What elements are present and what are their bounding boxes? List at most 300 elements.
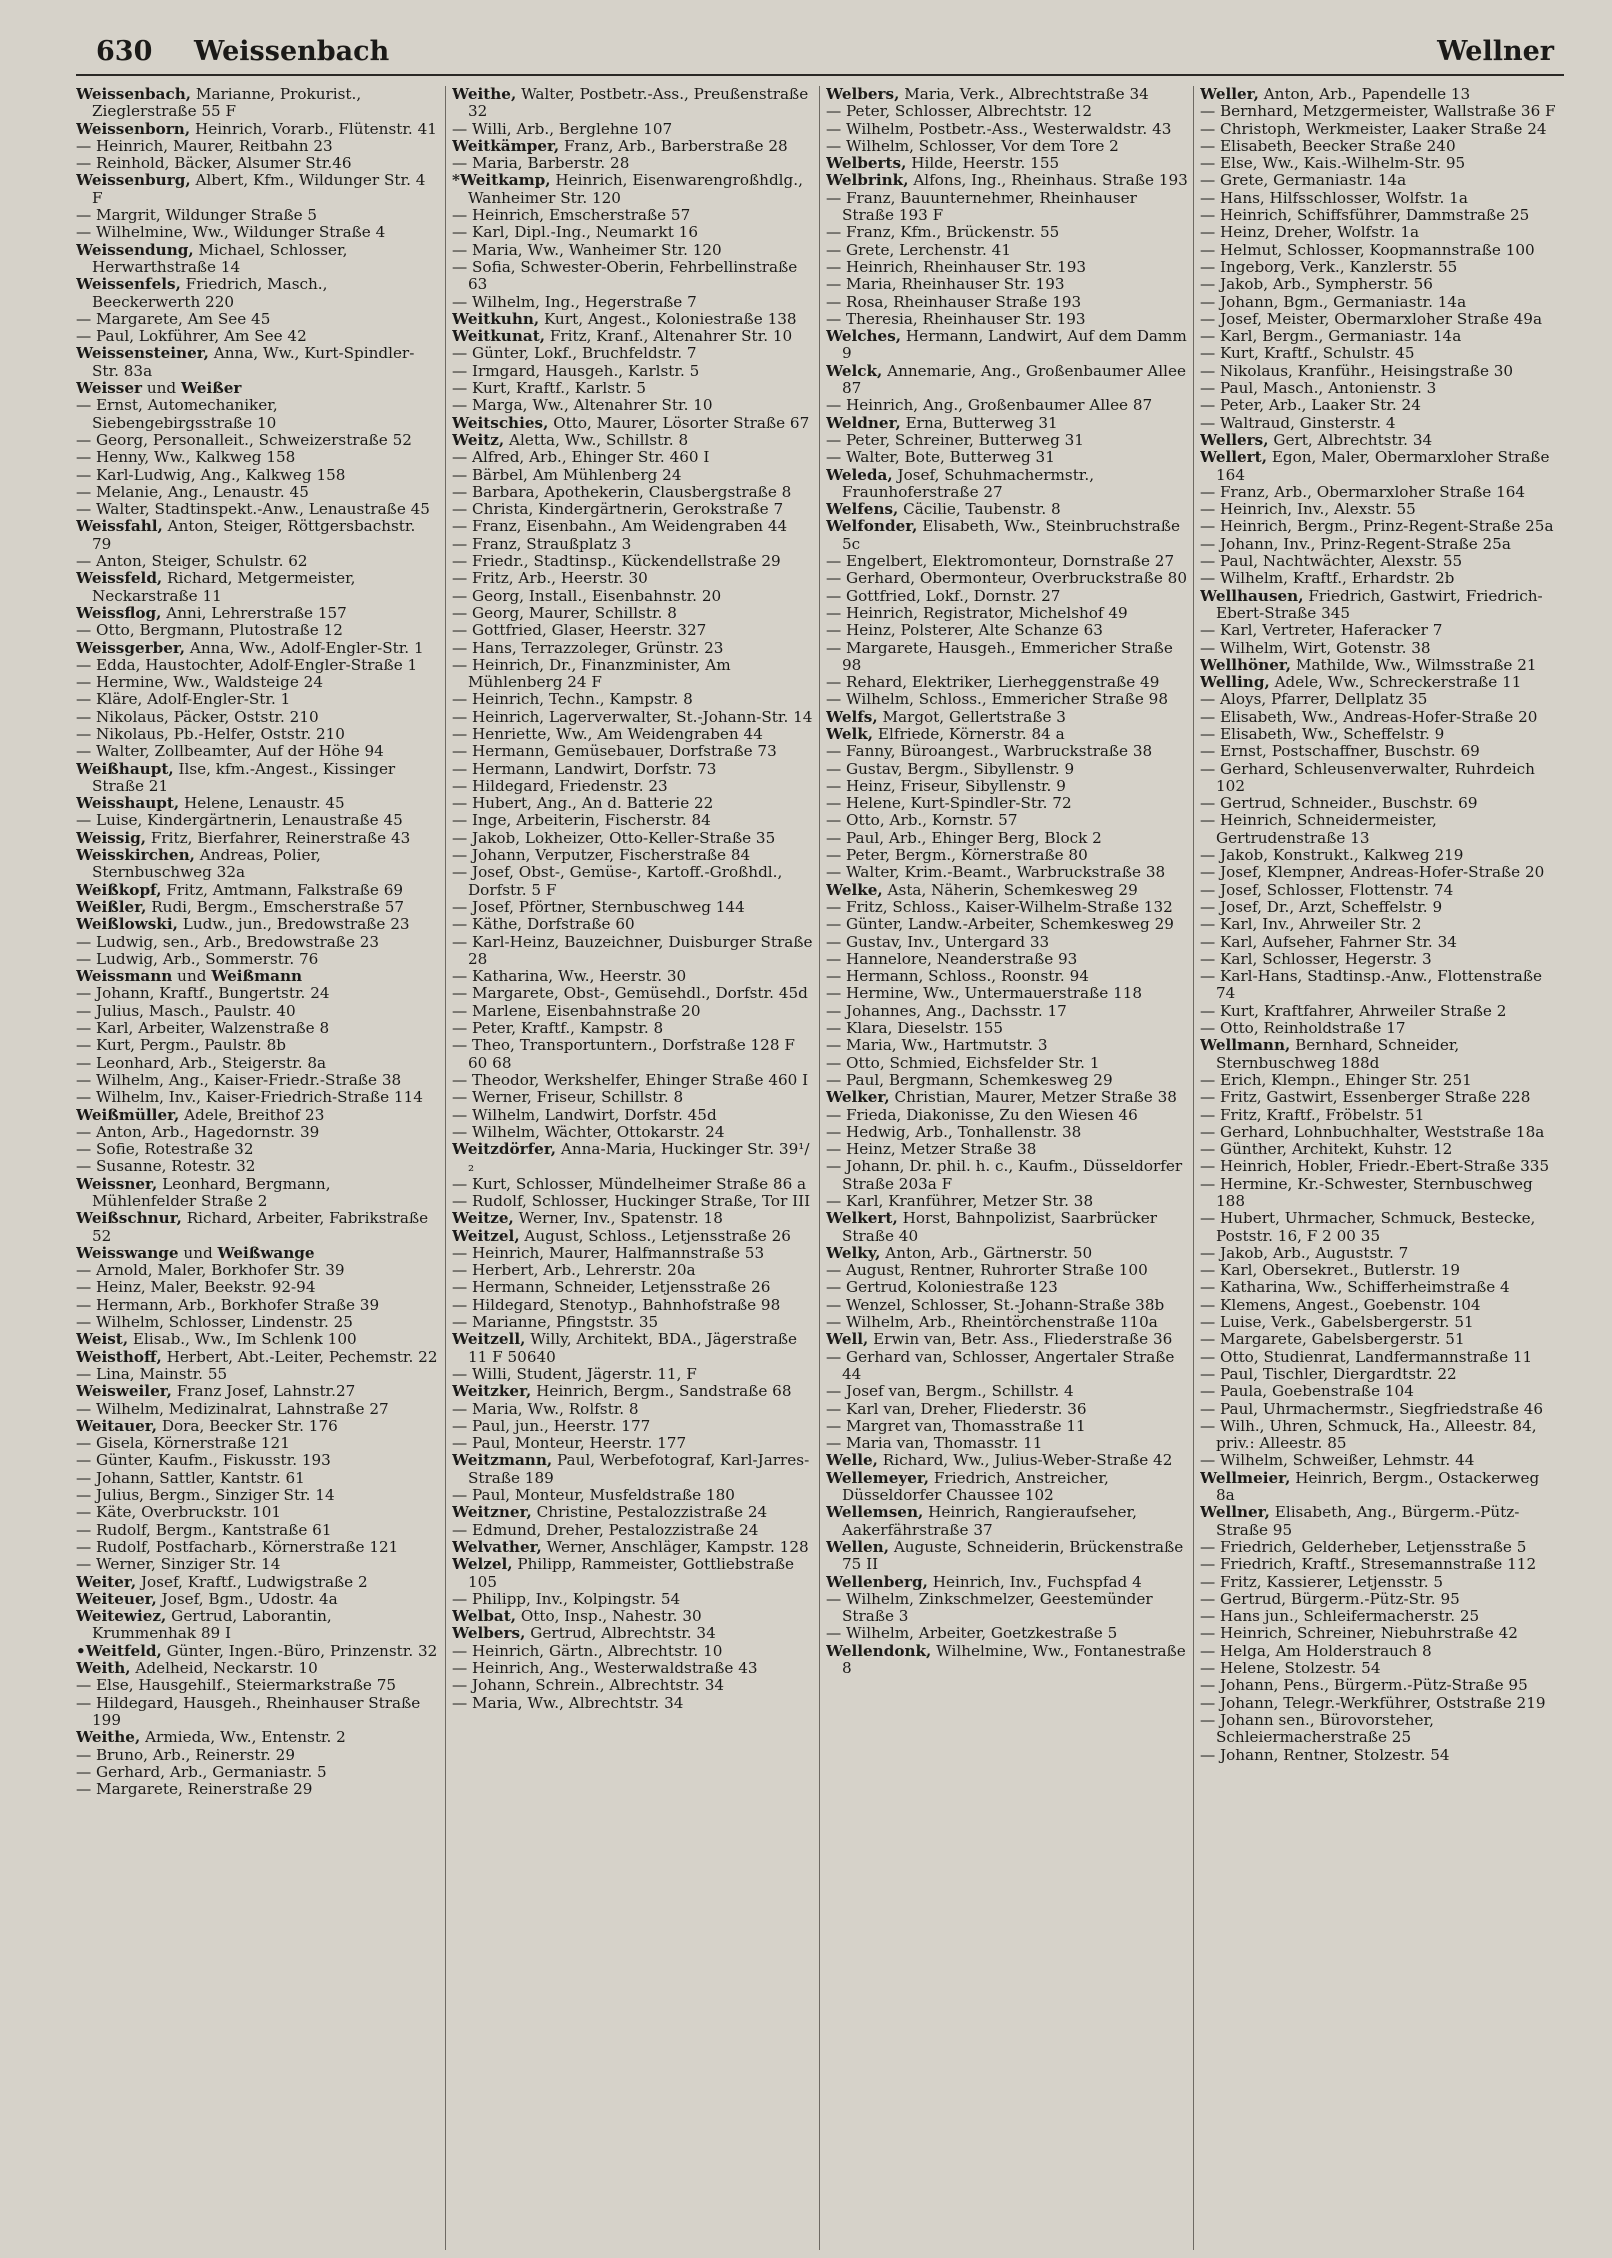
entry-text: Horst, Bahnpolizist, Saarbrücker Straße 40 [842,1209,1158,1245]
page-header [96,30,1566,74]
entry-text: — Paul, Monteur, Musfeldstraße 180 [452,1486,735,1505]
entry [452,1401,814,1418]
entry-text: — Paul, Arb., Ehinger Berg, Block 2 [826,828,1102,847]
entry [76,1401,438,1418]
entry-text: — Wilhelm, Ang., Kaiser-Friedr.-Straße 38 [76,1070,402,1089]
entry-head [452,1228,814,1245]
entry-head [826,467,1188,502]
entry-head [452,1504,814,1521]
entry-text: — Reinhold, Bäcker, Alsumer Str.46 [76,154,352,173]
entry [826,1193,1188,1210]
entry-text: — Franz, Straußplatz 3 [452,534,632,553]
entry-text: Anton, Steiger, Röttgersbachstr. 79 [92,517,416,553]
entry-head [76,1210,438,1245]
entry [76,1539,438,1556]
entry-text: — Hermann, Schneider, Letjensstraße 26 [452,1278,771,1297]
entry [826,1107,1188,1124]
surname: Welfs, [826,707,878,726]
entry [452,449,814,466]
entry [826,761,1188,778]
entry-text: — Gerhard van, Schlosser, Angertaler Straße 44 [826,1347,1175,1383]
entry [1200,363,1562,380]
column-2 [452,86,814,2250]
entry-text: Otto, Maurer, Lösorter Straße 67 [548,413,810,432]
surname: Weitzdörfer, [452,1140,557,1159]
entry [826,190,1188,225]
entry [452,242,814,259]
entry-text: — Heinrich, Maurer, Reitbahn 23 [76,136,333,155]
entry-head [76,570,438,605]
entry [1200,934,1562,951]
entry [76,1003,438,1020]
entry-text: — Klemens, Angest., Goebenstr. 104 [1200,1295,1481,1314]
entry [76,1262,438,1279]
entry-text: — Heinrich, Techn., Kampstr. 8 [452,690,693,709]
entry-text: — Rudolf, Schlosser, Huckinger Straße, Tor III [452,1192,811,1210]
entry-text: — Nikolaus, Pb.-Helfer, Oststr. 210 [76,724,345,743]
entry-head [1200,1470,1562,1505]
entry [76,467,438,484]
surname: Weitzner, [452,1503,532,1522]
entry [1200,1556,1562,1573]
surname: Welches, [826,327,902,346]
entry [452,224,814,241]
entry-text: — Jakob, Lokheizer, Otto-Keller-Straße 35 [452,828,776,847]
entry-head [452,1210,814,1227]
entry [1200,553,1562,570]
entry [1200,1383,1562,1400]
surname: Welker, [826,1088,890,1107]
entry [76,224,438,241]
entry [452,985,814,1002]
entry-text: — Heinrich, Inv., Alexstr. 55 [1200,500,1416,519]
entry-text: — Fritz, Arb., Heerstr. 30 [452,569,648,588]
entry-head [76,345,438,380]
entry [1200,1452,1562,1469]
entry [826,847,1188,864]
entry-text: — Johann, Telegr.-Werkführer, Oststraße 219 [1200,1693,1546,1712]
entry-text: Günter, Ingen.-Büro, Prinzenstr. 32 [161,1641,438,1660]
entry [826,1401,1188,1418]
surname: Weldner, [826,413,901,432]
entry-head [826,1331,1188,1348]
entry [1200,1712,1562,1747]
entry-text: — Wilhelm, Wächter, Ottokarstr. 24 [452,1122,725,1141]
entry-text: — Wilhelm, Zinkschmelzer, Geestemünder Straße 3 [826,1589,1153,1626]
entry-head [76,605,438,622]
entry-text: — Fritz, Gastwirt, Essenberger Straße 228 [1200,1088,1531,1107]
entry [76,1452,438,1469]
entry-text: — Gottfried, Glaser, Heerstr. 327 [452,621,707,640]
surname: Weisthoff, [76,1347,162,1366]
entry-head [826,363,1188,398]
entry-text: — Bruno, Arb., Reinerstr. 29 [76,1745,296,1764]
entry-text: — Paul, Bergmann, Schemkesweg 29 [826,1070,1113,1089]
entry-text: — Günter, Kaufm., Fiskusstr. 193 [76,1451,331,1470]
entry [452,640,814,657]
surname: Wellmann, [1200,1036,1291,1055]
entry-text: Dora, Beecker Str. 176 [157,1416,338,1435]
entry [1200,795,1562,812]
entry-text: — Johann, Dr. phil. h. c., Kaufm., Düsseldorfer Straße 203a F [826,1157,1183,1193]
entry-head [76,1176,438,1211]
entry-text: — Hubert, Uhrmacher, Schmuck, Bestecke, Poststr. 16, F 2 00 35 [1200,1209,1536,1245]
surname: Weitzmann, [452,1451,553,1470]
entry-text: — Otto, Bergmann, Plutostraße 12 [76,621,343,640]
entry-text: — Grete, Lerchenstr. 41 [826,240,1011,259]
entry [826,259,1188,276]
entry-head [826,172,1188,189]
entry-text: — Karl, Schlosser, Hegerstr. 3 [1200,949,1432,968]
entry [76,1366,438,1383]
entry-text: — Klara, Dieselstr. 155 [826,1019,1004,1038]
entry [826,1124,1188,1141]
surname: Weitzel, [452,1226,520,1245]
entry [76,553,438,570]
entry [1200,916,1562,933]
entry [1200,1262,1562,1279]
entry-text: — Heinrich, Rheinhauser Str. 193 [826,257,1087,276]
surname: Weith, [76,1659,131,1678]
entry [826,899,1188,916]
entry [826,916,1188,933]
entry-text: — Arnold, Maler, Borkhofer Str. 39 [76,1261,345,1280]
surname: Weithe, [76,1728,141,1747]
entry-text: Willy, Architekt, BDA., Jägerstraße 11 F 50640 [468,1330,798,1366]
surname: Welbat, [452,1607,517,1626]
entry-text: Fritz, Amtmann, Falkstraße 69 [161,880,404,899]
entry [1200,345,1562,362]
entry-head [452,1556,814,1591]
entry-text: — Karl, Bergm., Germaniastr. 14a [1200,327,1462,346]
entry-head [452,415,814,432]
entry-text: — Jakob, Konstrukt., Kalkweg 219 [1200,846,1464,865]
entry-text: — Heinrich, Emscherstraße 57 [452,206,691,225]
entry [826,553,1188,570]
entry [1200,1107,1562,1124]
entry-head [76,1729,438,1746]
entry-text: Marianne, Prokurist., Zieglerstraße 55 F [92,86,362,121]
entry [452,155,814,172]
entry [826,1020,1188,1037]
entry-head [826,726,1188,743]
entry-text: Andreas, Polier, Sternbuschweg 32a [92,846,321,882]
surname: Weissgerber, [76,638,186,657]
entry-text: Cäcilie, Taubenstr. 8 [898,500,1061,519]
entry-text: — Kurt, Pergm., Paulstr. 8b [76,1036,286,1055]
entry-head [452,1625,814,1642]
entry-head [1200,1504,1562,1539]
entry-text: — Gerhard, Schleusenverwalter, Ruhrdeich 102 [1200,759,1535,795]
entry [826,985,1188,1002]
entry-head [1200,588,1562,623]
entry-head [826,328,1188,363]
entry-head [452,328,814,345]
entry-text: — Josef, Klempner, Andreas-Hofer-Straße 20 [1200,863,1545,882]
entry [1200,1608,1562,1625]
surname: Weissenbach, [76,86,192,103]
entry [1200,155,1562,172]
entry-text: — Johann, Pens., Bürgerm.-Pütz-Straße 95 [1200,1676,1528,1695]
surname: Weisser [76,379,143,398]
entry [826,795,1188,812]
entry [826,397,1188,414]
entry-text: — Karl-Heinz, Bauzeichner, Duisburger Straße 28 [452,932,813,968]
entry [452,1176,814,1193]
entry [826,570,1188,587]
entry [76,1764,438,1781]
entry-head [826,1452,1188,1469]
surname: Weitkuhn, [452,309,540,328]
entry-text: Otto, Insp., Nahestr. 30 [516,1607,702,1626]
entry-text: — Paul, Uhrmachermstr., Siegfriedstraße 46 [1200,1399,1544,1418]
entry-text: — Peter, Schlosser, Albrechtstr. 12 [826,102,1093,121]
entry-head [826,1210,1188,1245]
entry [76,1435,438,1452]
entry-text: Friedrich, Gastwirt, Friedrich-Ebert-Straße 345 [1216,586,1543,622]
surname: Weissner, [76,1174,158,1193]
entry-text: — Aloys, Pfarrer, Dellplatz 35 [1200,690,1428,709]
entry [1200,501,1562,518]
entry-text: Michael, Schlosser, Herwarthstraße 14 [92,240,348,276]
entry-text: — Johann, Bgm., Germaniastr. 14a [1200,292,1467,311]
entry-text: — Gottfried, Lokf., Dornstr. 27 [826,586,1061,605]
surname: Weissfahl, [76,517,163,536]
entry [452,207,814,224]
entry [76,1020,438,1037]
entry [826,605,1188,622]
entry-text: — Elisabeth, Beecker Straße 240 [1200,136,1456,155]
entry-head [76,1660,438,1677]
entry-text: Auguste, Schneiderin, Brückenstraße 75 II [842,1537,1184,1574]
surname: Weitze, [452,1209,514,1228]
surname: Weissfeld, [76,569,163,588]
entry-text: Margot, Gellertstraße 3 [877,707,1066,726]
entry-head [452,311,814,328]
entry-text: Mathilde, Ww., Wilmsstraße 21 [1291,655,1537,674]
entry [1200,1245,1562,1262]
entry [76,1781,438,1798]
entry-text: Richard, Ww., Julius-Weber-Straße 42 [877,1451,1173,1470]
entry-text: — Maria, Ww., Hartmutstr. 3 [826,1036,1048,1055]
entry-head [76,172,438,207]
entry-text: — Jakob, Arb., Sympherstr. 56 [1200,275,1433,294]
entry [76,812,438,829]
entry-text: — Josef, Meister, Obermarxloher Straße 49a [1200,309,1543,328]
entry-text: — Theodor, Werkshelfer, Ehinger Straße 460 I [452,1070,809,1089]
surname-variant: Weißer [180,379,242,398]
surname-variant: Weißwange [217,1243,315,1262]
entry-text: — Heinz, Maler, Beekstr. 92-94 [76,1278,316,1297]
entry-head [76,640,438,657]
surname: Weissenfels, [76,275,181,294]
entry [1200,1539,1562,1556]
entry-text: — Heinrich, Ang., Westerwaldstraße 43 [452,1659,758,1678]
entry [452,1020,814,1037]
entry [1200,1695,1562,1712]
header-left-keyword: Weissenbach [194,36,390,67]
entry-text: — Wilhelm, Arbeiter, Goetzkestraße 5 [826,1624,1118,1643]
surname-variant: Weißmann [211,967,303,986]
entry [826,1003,1188,1020]
entry-text: — Heinz, Metzer Straße 38 [826,1140,1037,1159]
entry [1200,622,1562,639]
entry-text: — Inge, Arbeiterin, Fischerstr. 84 [452,811,711,830]
entry [1200,138,1562,155]
entry [76,397,438,432]
entry-text: — Käte, Overbruckstr. 101 [76,1503,282,1522]
entry [1200,1349,1562,1366]
entry-text: — Margarete, Gabelsbergerstr. 51 [1200,1330,1465,1349]
entry-text: — Melanie, Ang., Lenaustr. 45 [76,482,309,501]
entry-head [826,155,1188,172]
entry-text: — Hildegard, Hausgeh., Rheinhauser Straße 199 [76,1693,421,1729]
entry-head [452,172,814,207]
entry-text: — Gustav, Inv., Untergard 33 [826,932,1050,951]
entry [1200,190,1562,207]
surname: Weiter, [76,1572,137,1591]
entry-text: — Johann, Schrein., Albrechtstr. 34 [452,1676,725,1695]
entry [826,449,1188,466]
surname: Weitkämper, [452,136,560,155]
entry [1200,103,1562,120]
entry-text: — Philipp, Inv., Kolpingstr. 54 [452,1589,681,1608]
entry-text: — Elisabeth, Ww., Scheffelstr. 9 [1200,724,1445,743]
entry [1200,207,1562,224]
entry-text: Alfons, Ing., Rheinhaus. Straße 193 [908,171,1188,190]
entry [452,1591,814,1608]
entry [1200,1158,1562,1175]
entry-text: — Wilhelm, Postbetr.-Ass., Westerwaldstr. 43 [826,119,1172,138]
surname: Wellner, [1200,1503,1270,1522]
entry-text: — Heinrich, Schiffsführer, Dammstraße 25 [1200,206,1530,225]
entry-text: Heinrich, Vorarb., Flütenstr. 41 [190,119,437,138]
entry-head [76,242,438,277]
entry [76,1677,438,1694]
entry [452,968,814,985]
entry-head [452,1141,814,1176]
entry-text: — Franz, Eisenbahn., Am Weidengraben 44 [452,517,788,536]
surname: Weißschnur, [76,1209,182,1228]
entry [76,743,438,760]
entry-head [452,138,814,155]
entry-text: — Rudolf, Postfacharb., Körnerstraße 121 [76,1537,399,1556]
entry-text: — Werner, Sinziger Str. 14 [76,1555,281,1574]
entry-text: — Anton, Steiger, Schulstr. 62 [76,552,308,571]
entry-text: — Wilhelm, Wirt, Gotenstr. 38 [1200,638,1431,657]
entry-text: — Paul, Tischler, Diergardtstr. 22 [1200,1364,1457,1383]
entry [1200,691,1562,708]
entry [1200,276,1562,293]
entry [1200,1331,1562,1348]
entry-text: — Georg, Install., Eisenbahnstr. 20 [452,586,722,605]
entry [452,864,814,899]
entry [826,743,1188,760]
entry-head [826,501,1188,518]
entry [452,1660,814,1677]
entry [452,726,814,743]
entry-text: Heinrich, Eisenwarengroßhdlg., Wanheimer Str. 120 [468,171,803,207]
entry-head [76,1643,438,1660]
entry-text: — Wilhelm, Inv., Kaiser-Friedrich-Straße 114 [76,1088,423,1107]
entry-text: Gertrud, Albrechtstr. 34 [525,1624,716,1643]
entry-text: — Hildegard, Friedenstr. 23 [452,776,668,795]
entry-text: — Else, Ww., Kais.-Wilhelm-Str. 95 [1200,154,1466,173]
entry-head [826,1470,1188,1505]
entry-text: — Günter, Landw.-Arbeiter, Schemkesweg 29 [826,915,1174,934]
entry [826,864,1188,881]
entry-text: — Wilhelm, Schlosser, Vor dem Tore 2 [826,136,1119,155]
entry [76,1522,438,1539]
entry-text: Albert, Kfm., Wildunger Str. 4 F [92,171,426,207]
entry-text: — Maria van, Thomasstr. 11 [826,1434,1043,1453]
entry-text: — Wilhelm, Ing., Hegerstraße 7 [452,292,697,311]
entry-head [76,968,438,985]
entry [452,1072,814,1089]
entry [452,259,814,294]
entry-text: Annemarie, Ang., Großenbaumer Allee 87 [842,361,1186,398]
entry-head [76,86,438,121]
entry-text: — Fanny, Büroangest., Warbruckstraße 38 [826,742,1153,761]
entry-text: — Franz, Arb., Obermarxloher Straße 164 [1200,482,1526,501]
column-1 [76,86,438,2250]
entry-text: — Rehard, Elektriker, Lierheggenstraße 49 [826,673,1160,692]
entry-text: — Heinz, Dreher, Wolfstr. 1a [1200,223,1420,242]
entry-text: — Henriette, Ww., Am Weidengraben 44 [452,724,763,743]
entry-text: — Lina, Mainstr. 55 [76,1364,228,1383]
entry [826,311,1188,328]
surname: Weitzell, [452,1330,526,1349]
surname: Welzel, [452,1555,513,1574]
entry-text: — Gustav, Bergm., Sibyllenstr. 9 [826,759,1075,778]
entry [76,622,438,639]
surname: Weitz, [452,430,505,449]
entry [452,1435,814,1452]
entry-text: — Paul, Lokführer, Am See 42 [76,327,307,346]
entry-text: und [142,379,181,398]
entry-text: — Rosa, Rheinhauser Straße 193 [826,292,1082,311]
entry-text: — Käthe, Dorfstraße 60 [452,915,635,934]
entry-head [452,1452,814,1487]
entry-text: — Gertrud, Koloniestraße 123 [826,1278,1058,1297]
entry-text: Adelheid, Neckarstr. 10 [130,1659,318,1678]
surname: Weissensteiner, [76,344,209,363]
entry-text: Anton, Arb., Gärtnerstr. 50 [880,1243,1093,1262]
entry [452,899,814,916]
entry-text: — Hermann, Gemüsebauer, Dorfstraße 73 [452,742,777,761]
surname: Welvather, [452,1537,542,1556]
surname: Weithe, [452,86,517,103]
entry-text: — Kurt, Kraftf., Karlstr. 5 [452,379,647,398]
entry [826,1262,1188,1279]
entry [452,761,814,778]
header-right-keyword: Wellner [1437,36,1554,67]
entry [1200,968,1562,1003]
entry-text: — Theresia, Rheinhauser Str. 193 [826,309,1086,328]
entry-head [826,518,1188,553]
entry-text: — Karl, Dipl.-Ing., Neumarkt 16 [452,223,698,242]
surname: Weitauer, [76,1416,157,1435]
surname: Weist, [76,1330,129,1349]
entry [1200,328,1562,345]
entry-text: Paul, Werbefotograf, Karl-Jarres-Straße 189 [468,1451,810,1487]
entry-text: — Wilhelm, Landwirt, Dorfstr. 45d [452,1105,717,1124]
entry-text: Werner, Inv., Spatenstr. 18 [513,1209,723,1228]
entry [826,830,1188,847]
surname: Weissendung, [76,240,194,259]
entry-text: — Nikolaus, Päcker, Oststr. 210 [76,707,319,726]
entry [452,1245,814,1262]
